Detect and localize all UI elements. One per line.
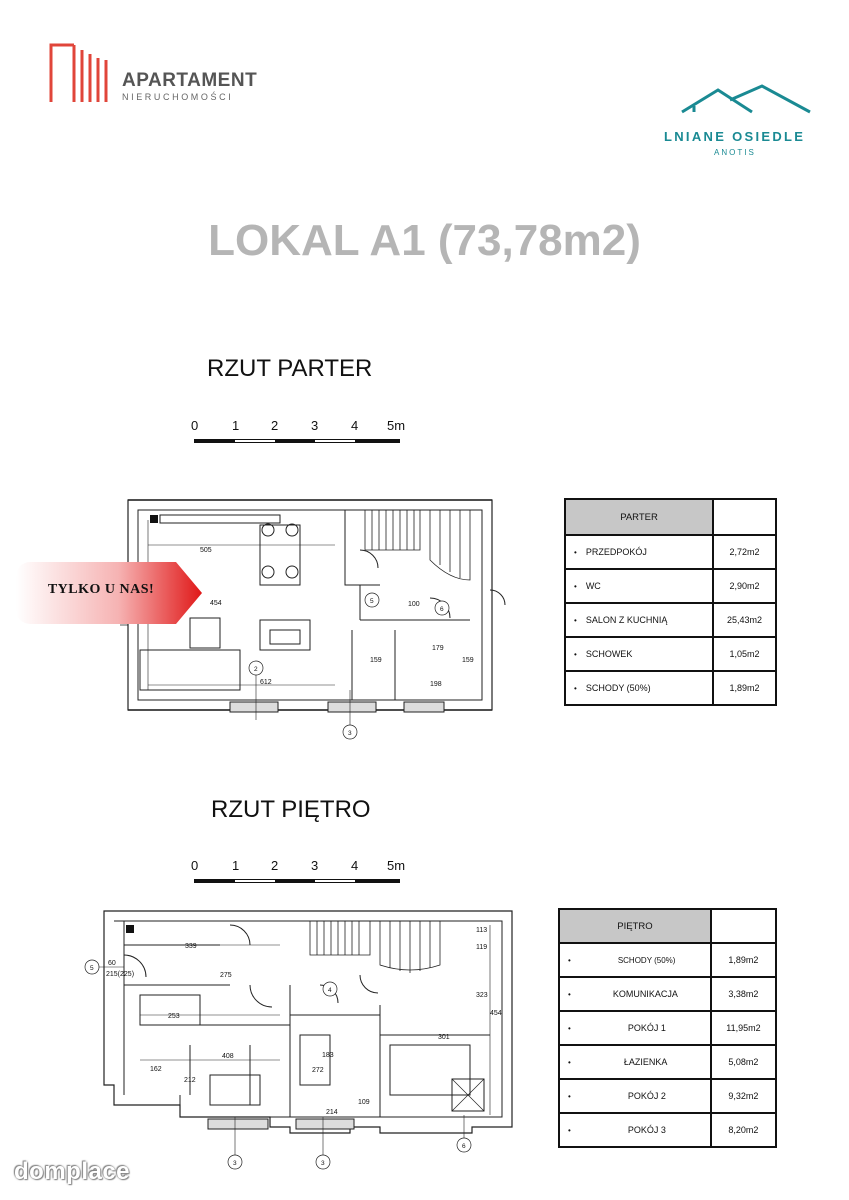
table-row xyxy=(565,535,776,569)
room-name: • SCHODY (50%) xyxy=(565,671,713,705)
building-logo-icon xyxy=(48,42,112,106)
pietro-heading: RZUT PIĘTRO xyxy=(211,796,371,823)
lniane-osiedle-logo xyxy=(660,84,820,164)
dimension-label: 454 xyxy=(210,600,222,607)
pietro-floor-plan xyxy=(80,905,520,1175)
section-marker-label: 5 xyxy=(90,965,94,972)
table-row xyxy=(565,603,776,637)
dimension-label: 214 xyxy=(326,1109,338,1116)
dimension-label: 301 xyxy=(438,1034,450,1041)
table-row xyxy=(559,1079,776,1113)
room-area: 5,08m2 xyxy=(711,1045,776,1079)
promo-badge[interactable] xyxy=(16,562,202,624)
dimension-label: 159 xyxy=(462,657,474,664)
logo-brand-text: LNIANE OSIEDLE xyxy=(664,129,806,144)
room-area: 9,32m2 xyxy=(711,1079,776,1113)
dimension-label: 454 xyxy=(490,1010,502,1017)
pietro-scale-bar xyxy=(190,858,410,888)
scale-ruler xyxy=(190,876,410,886)
room-name: • POKÓJ 1 xyxy=(559,1011,711,1045)
logo-brand-text: APARTAMENT xyxy=(122,70,258,91)
room-area: 1,05m2 xyxy=(713,637,776,671)
scale-label: 1 xyxy=(232,418,240,433)
section-marker-label: 4 xyxy=(328,987,332,994)
scale-label: 4 xyxy=(351,858,359,873)
dimension-label: 408 xyxy=(222,1053,234,1060)
pietro-area-table xyxy=(558,908,777,1148)
scale-label: 3 xyxy=(311,858,319,873)
dimension-label: 339 xyxy=(185,943,197,950)
room-name: • SCHODY (50%) xyxy=(559,943,711,977)
section-marker-label: 6 xyxy=(462,1143,466,1150)
room-name: • SCHOWEK xyxy=(565,637,713,671)
scale-label: 5m xyxy=(387,858,406,873)
room-name: • KOMUNIKACJA xyxy=(559,977,711,1011)
table-row xyxy=(565,569,776,603)
section-marker-label: 3 xyxy=(233,1160,237,1167)
table-row xyxy=(559,1045,776,1079)
dimension-label: 253 xyxy=(168,1013,180,1020)
scale-label: 0 xyxy=(191,858,199,873)
section-marker-label: 3 xyxy=(321,1160,325,1167)
parter-scale-bar xyxy=(190,418,410,448)
table-row xyxy=(559,943,776,977)
table-row xyxy=(559,1011,776,1045)
section-marker-label: 5 xyxy=(370,598,374,605)
table-row xyxy=(559,977,776,1011)
scale-label: 4 xyxy=(351,418,359,433)
parter-heading: RZUT PARTER xyxy=(207,355,373,382)
room-area: 2,90m2 xyxy=(713,569,776,603)
room-name: • POKÓJ 2 xyxy=(559,1079,711,1113)
watermark: domplace xyxy=(14,1158,131,1185)
scale-ruler xyxy=(190,436,410,446)
dimension-label: 113 xyxy=(476,927,488,934)
table-header-empty xyxy=(711,909,776,943)
parter-area-table xyxy=(564,498,777,706)
page-title: LOKAL A1 (73,78m2) xyxy=(208,216,641,265)
room-name: • WC xyxy=(565,569,713,603)
dimension-label: 612 xyxy=(260,679,272,686)
room-area: 2,72m2 xyxy=(713,535,776,569)
dimension-label: 60 xyxy=(108,960,116,967)
scale-label: 5m xyxy=(387,418,406,433)
table-row xyxy=(565,637,776,671)
dimension-label: 323 xyxy=(476,992,488,999)
room-name: • SALON Z KUCHNIĄ xyxy=(565,603,713,637)
room-area: 1,89m2 xyxy=(711,943,776,977)
room-name: • ŁAZIENKA xyxy=(559,1045,711,1079)
dimension-label: 215(225) xyxy=(106,971,135,978)
dimension-label: 212 xyxy=(184,1077,196,1084)
room-area: 8,20m2 xyxy=(711,1113,776,1147)
table-header-empty xyxy=(713,499,776,535)
room-area: 11,95m2 xyxy=(711,1011,776,1045)
scale-label: 1 xyxy=(232,858,240,873)
table-header: PARTER xyxy=(565,499,713,535)
logo-sub-text: ANOTIS xyxy=(714,148,756,157)
room-name: • POKÓJ 3 xyxy=(559,1113,711,1147)
scale-label: 2 xyxy=(271,418,279,433)
promo-text: TYLKO U NAS! xyxy=(47,582,155,597)
room-name: • PRZEDPOKÓJ xyxy=(565,535,713,569)
dimension-label: 198 xyxy=(430,681,442,688)
dimension-label: 183 xyxy=(322,1052,334,1059)
house-roof-icon xyxy=(660,84,820,130)
room-area: 3,38m2 xyxy=(711,977,776,1011)
section-marker-label: 2 xyxy=(254,666,258,673)
logo-sub-text: NIERUCHOMOŚCI xyxy=(122,92,234,102)
table-row xyxy=(565,671,776,705)
dimension-label: 505 xyxy=(200,547,212,554)
room-area: 1,89m2 xyxy=(713,671,776,705)
table-row xyxy=(559,1113,776,1147)
room-area: 25,43m2 xyxy=(713,603,776,637)
dimension-label: 100 xyxy=(408,601,420,608)
dimension-label: 159 xyxy=(370,657,382,664)
apartament-logo xyxy=(48,42,258,106)
table-header: PIĘTRO xyxy=(559,909,711,943)
section-marker-label: 6 xyxy=(440,606,444,613)
scale-label: 0 xyxy=(191,418,199,433)
dimension-label: 162 xyxy=(150,1066,162,1073)
section-marker-label: 3 xyxy=(348,730,352,737)
scale-label: 3 xyxy=(311,418,319,433)
dimension-label: 275 xyxy=(220,972,232,979)
dimension-label: 119 xyxy=(476,944,488,951)
scale-label: 2 xyxy=(271,858,279,873)
dimension-label: 272 xyxy=(312,1067,324,1074)
dimension-label: 109 xyxy=(358,1099,370,1106)
dimension-label: 179 xyxy=(432,645,444,652)
